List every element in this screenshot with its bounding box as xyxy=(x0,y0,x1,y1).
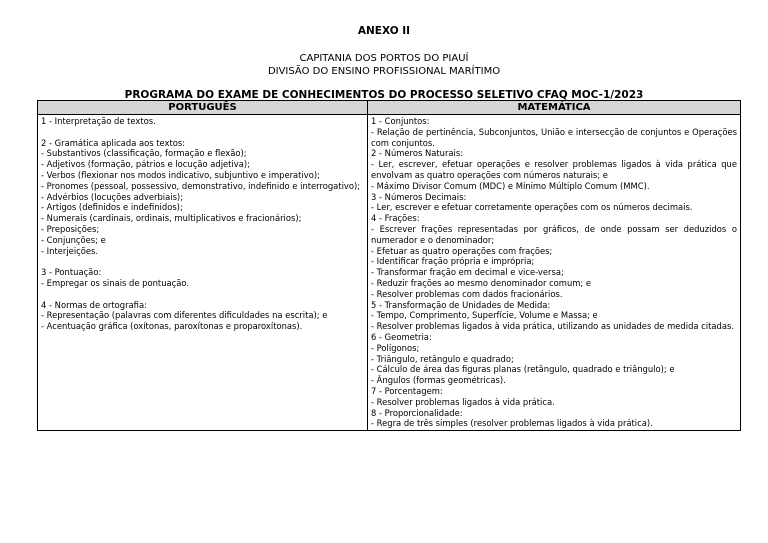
list-item: - Ângulos (formas geométricas). xyxy=(371,375,506,386)
list-item: - Identificar fração própria e imprópria; xyxy=(371,256,535,267)
list-item: - Resolver problemas com dados fracionários. xyxy=(371,288,563,299)
list-item: - Ler, escrever, efetuar operações e resolver problemas ligados à vida prática que envolvam as quatro operações com números naturais; e xyxy=(371,159,737,180)
list-item: 3 - Pontuação: xyxy=(41,267,102,278)
list-item: 4 - Normas de ortografia: xyxy=(41,299,147,310)
list-item: - Regra de três simples (resolver problemas ligados à vida prática). xyxy=(371,418,653,429)
list-item: 3 - Números Decimais: xyxy=(371,191,467,202)
program-title: PROGRAMA DO EXAME DE CONHECIMENTOS DO PROCESSO SELETIVO CFAQ MOC-1/2023 xyxy=(124,89,644,101)
list-item: - Relação de pertinência, Subconjuntos, União e intersecção de conjuntos e Operações com conjuntos. xyxy=(371,126,737,148)
list-item: - Reduzir frações ao mesmo denominador comum; e xyxy=(371,277,592,288)
list-item: - Resolver problemas ligados à vida prática, utilizando as unidades de medida citadas. xyxy=(371,321,735,332)
list-item: - Conjunções; e xyxy=(41,234,106,245)
list-item: 5 - Transformação de Unidades de Medida: xyxy=(371,299,551,310)
column-header-portugues: PORTUGUÊS xyxy=(38,101,368,115)
list-item: - Efetuar as quatro operações com frações; xyxy=(371,245,553,256)
list-item: - Representação (palavras com diferentes dificuldades na escrita); e xyxy=(41,310,328,321)
list-item: - Tempo, Comprimento, Superfície, Volume e Massa; e xyxy=(371,310,598,321)
list-item: - Preposições; xyxy=(41,223,100,234)
list-item: - Escrever frações representadas por gráficos, de onde possam ser deduzidos o numerador e o denominador; xyxy=(371,223,737,245)
column-header-matematica: MATEMÁTICA xyxy=(368,101,741,115)
list-item: - Artigos (definidos e indefinidos); xyxy=(41,202,183,213)
list-item: 1 - Interpretação de textos. xyxy=(41,116,156,126)
list-item: - Numerais (cardinais, ordinais, multiplicativos e fracionários); xyxy=(41,213,302,224)
list-item: 1 - Conjuntos: xyxy=(371,116,430,126)
division-name: DIVISÃO DO ENSINO PROFISSIONAL MARÍTIMO xyxy=(267,66,501,77)
table-row xyxy=(38,115,741,431)
list-item: - Ler, escrever e efetuar corretamente operações com os números decimais. xyxy=(371,202,693,213)
list-item: 7 - Porcentagem: xyxy=(371,385,443,396)
list-item: 6 - Geometria: xyxy=(371,331,432,342)
blank-line xyxy=(41,127,364,138)
list-item: - Substantivos (classificação, formação e flexão); xyxy=(41,148,247,159)
organization-name: CAPITANIA DOS PORTOS DO PIAUÍ xyxy=(299,53,469,64)
list-item: - Advérbios (locuções adverbiais); xyxy=(41,191,184,202)
portugues-content-cell xyxy=(38,115,368,431)
list-item: - Empregar os sinais de pontuação. xyxy=(41,277,190,288)
matematica-content-cell xyxy=(368,115,741,431)
list-item: 2 - Números Naturais: xyxy=(371,148,464,159)
list-item: - Cálculo de área das figuras planas (retângulo, quadrado e triângulo); e xyxy=(371,364,675,375)
list-item: - Resolver problemas ligados à vida prática. xyxy=(371,396,555,407)
list-item: - Interjeições. xyxy=(41,245,99,256)
syllabus-table xyxy=(37,100,741,431)
blank-line xyxy=(41,289,364,300)
list-item: - Verbos (flexionar nos modos indicativo, subjuntivo e imperativo); xyxy=(41,169,320,180)
annex-title: ANEXO II xyxy=(357,25,411,37)
list-item: 2 - Gramática aplicada aos textos: xyxy=(41,137,186,148)
list-item: - Acentuação gráfica (oxítonas, paroxítonas e proparoxítonas). xyxy=(41,321,303,332)
list-item: - Pronomes (pessoal, possessivo, demonstrativo, indefinido e interrogativo); xyxy=(41,180,361,191)
list-item: 8 - Proporcionalidade: xyxy=(371,407,463,418)
list-item: 4 - Frações: xyxy=(371,213,420,224)
list-item: - Polígonos; xyxy=(371,342,420,353)
blank-line xyxy=(41,256,364,267)
table-header-row xyxy=(38,101,741,115)
list-item: - Máximo Divisor Comum (MDC) e Mínimo Múltiplo Comum (MMC). xyxy=(371,180,650,191)
list-item: - Transformar fração em decimal e vice-versa; xyxy=(371,267,564,278)
list-item: - Adjetivos (formação, pátrios e locução adjetiva); xyxy=(41,159,250,170)
list-item: - Triângulo, retângulo e quadrado; xyxy=(371,353,514,364)
